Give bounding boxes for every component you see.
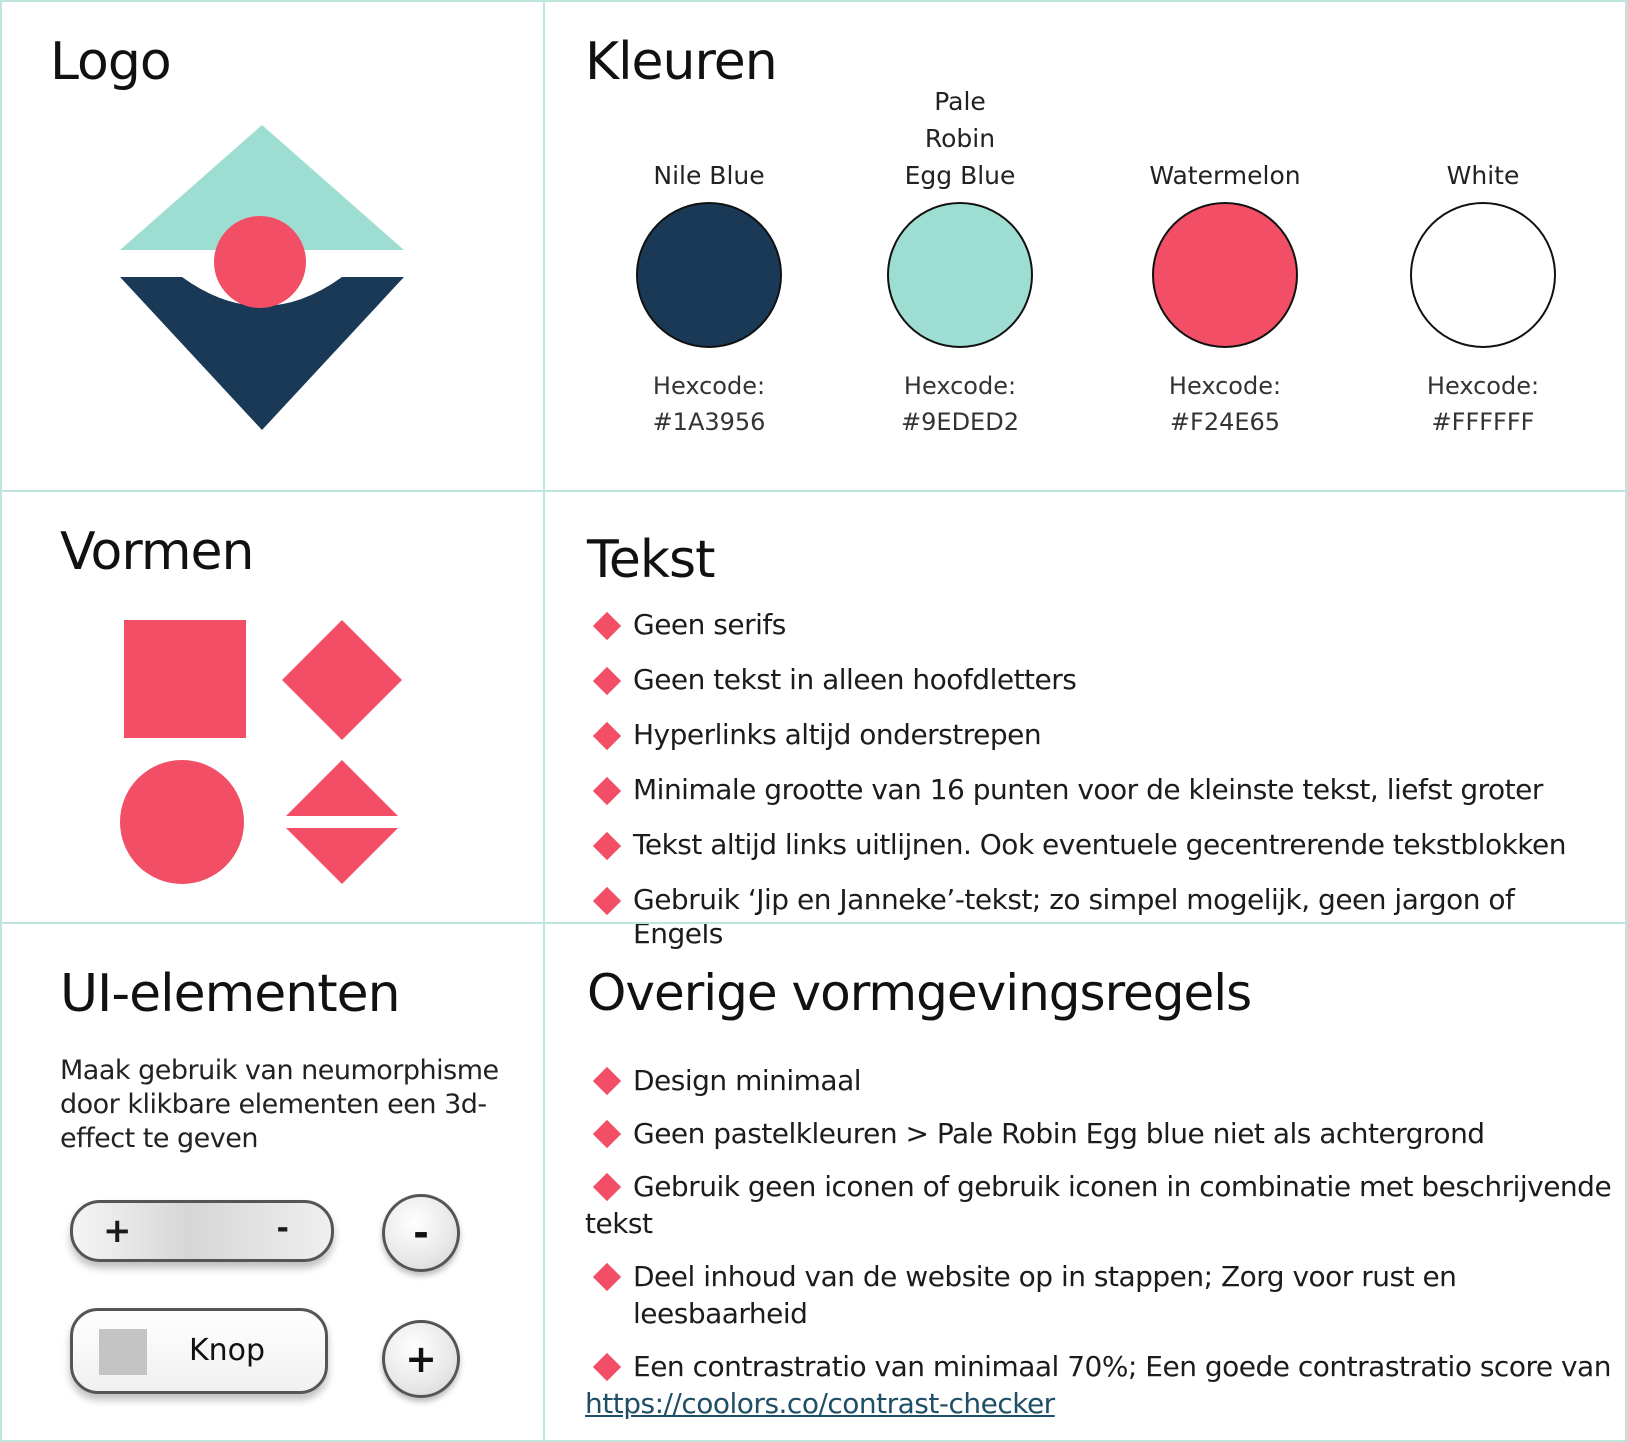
diamond-bullet-icon <box>593 1067 621 1095</box>
quantity-stepper[interactable] <box>70 1200 334 1262</box>
color-circle <box>1410 202 1556 348</box>
diamond-bullet-icon <box>593 1120 621 1148</box>
shape-square <box>124 620 246 738</box>
swatch-name: Watermelon <box>1149 161 1301 190</box>
plus-button[interactable]: + <box>382 1320 460 1398</box>
minus-button[interactable]: - <box>382 1194 460 1272</box>
other-rules-panel <box>543 922 1627 1442</box>
rule-text: Geen pastelkleuren > Pale Robin Egg blue niet als achtergrond <box>633 1117 1485 1150</box>
rule-text: Gebruik geen iconen of gebruik iconen in combinatie met beschrijvende tekst <box>585 1170 1612 1240</box>
rule-text: Minimale grootte van 16 punten voor de kleinste tekst, liefst groter <box>633 773 1543 806</box>
rule-text: Tekst altijd links uitlijnen. Ook eventuele gecentrerende tekstblokken <box>633 828 1566 861</box>
rule-text: Design minimaal <box>633 1064 862 1097</box>
ui-description: Maak gebruik van neumorphisme door klikbare elementen een 3d-effect te geven <box>60 1055 499 1154</box>
diamond-bullet-icon <box>593 1353 621 1381</box>
hex-value: #FFFFFF <box>1431 408 1535 436</box>
rule-text: Gebruik ‘Jip en Janneke’-tekst; zo simpel mogelijk, geen jargon of Engels <box>633 883 1515 950</box>
diamond-bullet-icon <box>593 887 621 915</box>
hex-value: #9EDED2 <box>901 408 1019 436</box>
color-circle <box>1152 202 1298 348</box>
list-item <box>585 773 1605 828</box>
swatch-name: White <box>1446 161 1520 190</box>
text-panel <box>543 490 1627 950</box>
list-item <box>585 1115 1615 1152</box>
knop-button[interactable] <box>70 1308 328 1394</box>
diamond-bullet-icon <box>593 722 621 750</box>
swatch-name: Nile Blue <box>653 161 765 190</box>
other-rules-list <box>585 1062 1615 1438</box>
shape-split-diamond-bottom <box>286 828 398 884</box>
brand-logo <box>112 120 412 432</box>
hex-label: Hexcode: <box>652 372 766 400</box>
contrast-checker-link[interactable]: https://coolors.co/contrast-checker <box>585 1387 1055 1420</box>
knop-label: Knop <box>189 1333 266 1368</box>
list-item <box>585 718 1605 773</box>
color-circle <box>887 202 1033 348</box>
stepper-minus-button[interactable]: - <box>276 1211 289 1246</box>
logo-title: Logo <box>50 32 171 92</box>
list-item <box>585 1348 1615 1422</box>
hex-value: #F24E65 <box>1169 408 1281 436</box>
diamond-bullet-icon <box>593 1173 621 1201</box>
hex-label: Hexcode: <box>1426 372 1540 400</box>
shape-circle <box>120 760 244 884</box>
diamond-bullet-icon <box>593 832 621 860</box>
list-item <box>585 828 1605 883</box>
list-item <box>585 663 1605 718</box>
ui-elements-panel <box>0 922 545 1442</box>
swatch-white <box>1363 120 1603 440</box>
rule-text: Geen serifs <box>633 608 786 641</box>
shapes-set <box>112 620 412 886</box>
shapes-panel <box>0 490 545 924</box>
hex-label: Hexcode: <box>903 372 1017 400</box>
diamond-bullet-icon <box>593 667 621 695</box>
shapes-title: Vormen <box>60 522 254 582</box>
shape-diamond <box>282 620 402 740</box>
rule-text: Een contrastratio van minimaal 70%; Een goede contrastratio score van <box>633 1350 1611 1383</box>
swatch-watermelon <box>1105 120 1345 440</box>
swatch-nile-blue <box>589 120 829 440</box>
colors-panel <box>543 0 1627 492</box>
color-circle <box>636 202 782 348</box>
text-rules-list <box>585 608 1605 950</box>
logo-dot <box>214 216 306 308</box>
shape-split-diamond-top <box>286 760 398 816</box>
diamond-bullet-icon <box>593 777 621 805</box>
hex-label: Hexcode: <box>1168 372 1282 400</box>
ui-elements-title: UI-elementen <box>60 964 400 1024</box>
logo-panel <box>0 0 545 492</box>
knop-placeholder-icon <box>99 1329 147 1375</box>
list-item <box>585 1062 1615 1099</box>
rule-text: Geen tekst in alleen hoofdletters <box>633 663 1077 696</box>
text-title: Tekst <box>587 530 715 590</box>
swatch-pale-robin-egg-blue <box>840 87 1080 440</box>
rule-text: Deel inhoud van de website op in stappen; Zorg voor rust en leesbaarheid <box>633 1260 1457 1330</box>
diamond-bullet-icon <box>593 612 621 640</box>
swatch-name: Pale Robin Egg Blue <box>904 87 1016 190</box>
rule-text: Hyperlinks altijd onderstrepen <box>633 718 1042 751</box>
other-rules-title: Overige vormgevingsregels <box>587 964 1252 1022</box>
stepper-plus-button[interactable]: + <box>103 1211 132 1251</box>
hex-value: #1A3956 <box>652 408 766 436</box>
list-item <box>585 1168 1615 1242</box>
colors-title: Kleuren <box>585 32 777 92</box>
diamond-bullet-icon <box>593 1263 621 1291</box>
list-item <box>585 1258 1615 1332</box>
list-item <box>585 608 1605 663</box>
